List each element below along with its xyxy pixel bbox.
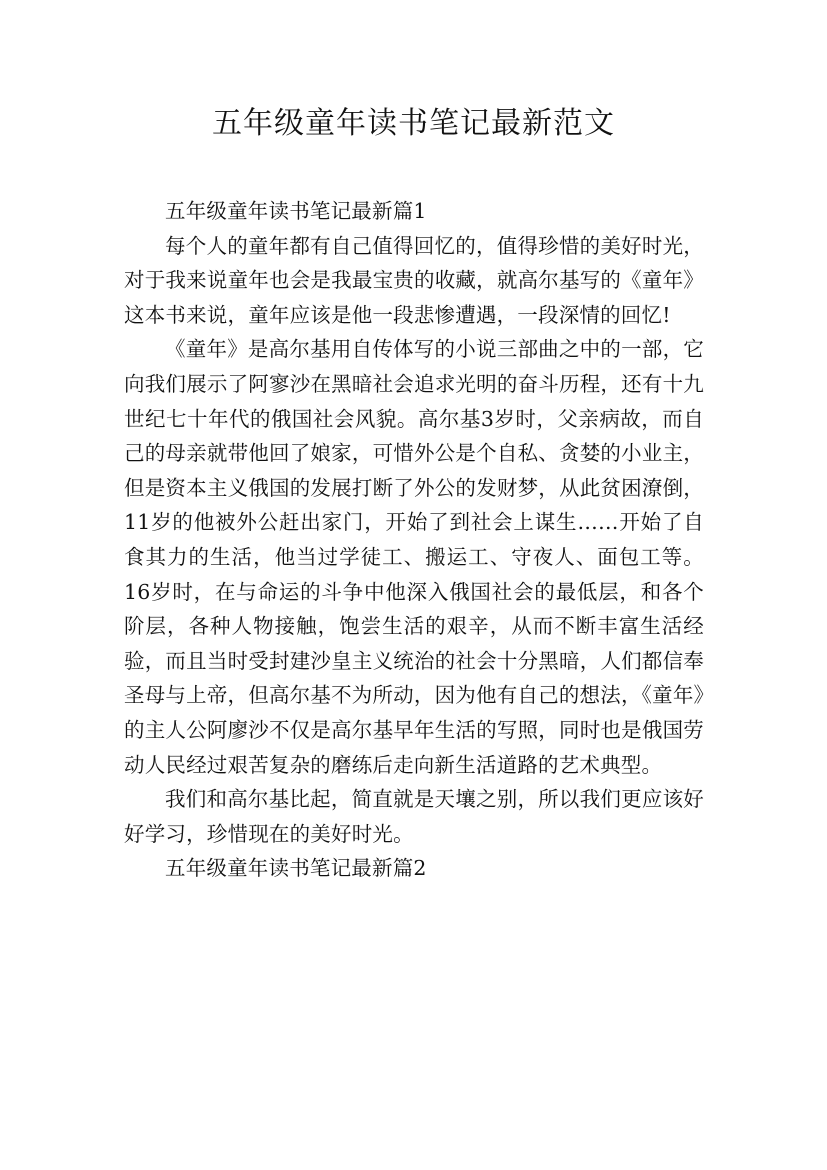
paragraph-conclusion: 我们和高尔基比起，简直就是天壤之别，所以我们更应该好好学习，珍惜现在的美好时光。: [124, 787, 704, 846]
document-title: 五年级童年读书笔记最新范文: [212, 106, 615, 141]
document-body: [124, 194, 704, 886]
paragraph-intro: 每个人的童年都有自己值得回忆的，值得珍惜的美好时光，对于我来说童年也会是我最宝贵的收藏，就高尔基写的《童年》这本书来说，童年应该是他一段悲惨遭遇，一段深情的回忆!: [124, 233, 704, 327]
section-heading-2: 五年级童年读书笔记最新篇2: [165, 856, 427, 881]
section-heading-1: 五年级童年读书笔记最新篇1: [165, 199, 427, 223]
paragraph-main: 《童年》是高尔基用自传体写的小说三部曲之中的一部，它向我们展示了阿寥沙在黑暗社会追求光明的奋斗历程，还有十九世纪七十年代的俄国社会风貌。高尔基3岁时，父亲病故，而自己的母亲就带他回了娘家，可惜外公是个自私、贪婪的小业主，但是资本主义俄国的发展打断了外公的发财梦，从此贫困潦倒，11岁的他被外公赶出家门，开始了到社会上谋生……开始了自食其力的生活，他当过学徒工、搬运工、守夜人、面包工等。16岁时，在与命运的斗争中他深入俄国社会的最低层，和各个阶层，各种人物接触，饱尝生活的艰辛，从而不断丰富生活经验，而且当时受封建沙皇主义统治的社会十分黑暗，人们都信奉圣母与上帝，但高尔基不为所动，因为他有自己的想法，《童年》的主人公阿廖沙不仅是高尔基早年生活的写照，同时也是俄国劳动人民经过艰苦复杂的磨练后走向新生活道路的艺术典型。: [124, 337, 704, 777]
